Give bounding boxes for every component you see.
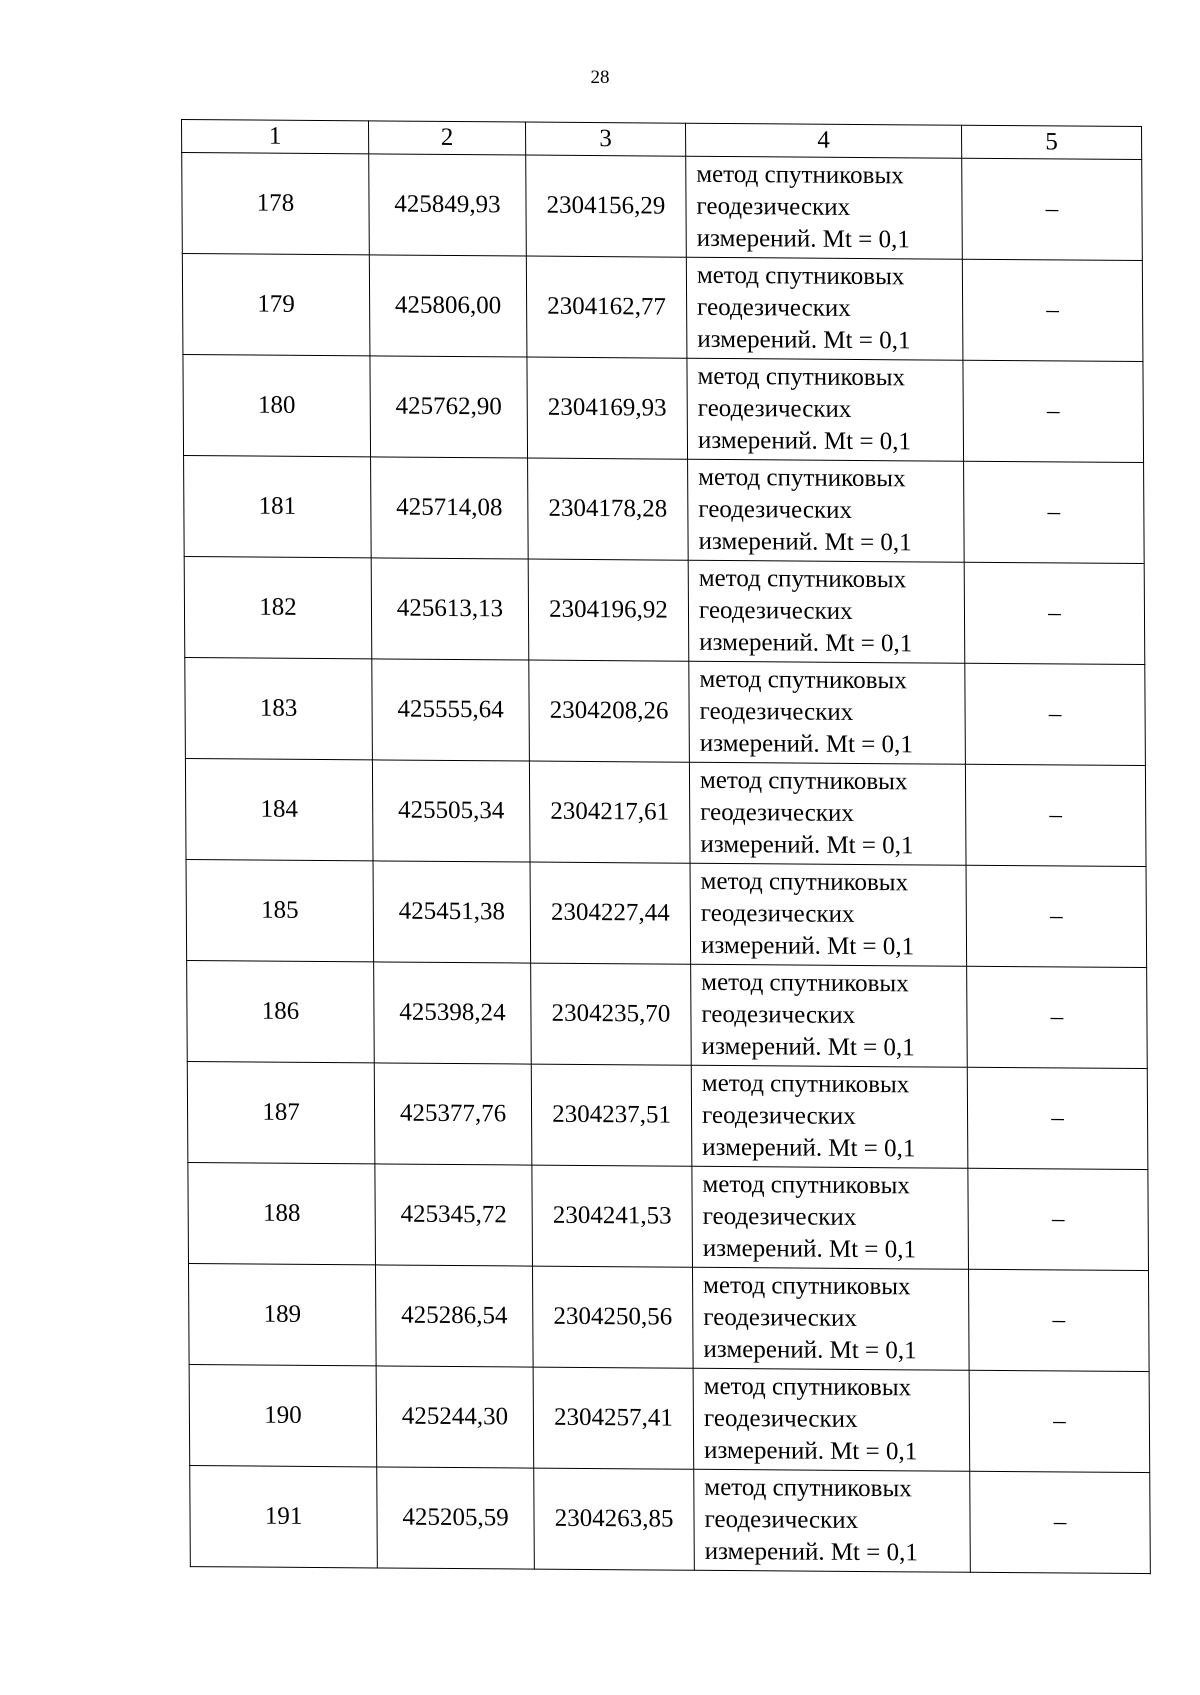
y-coordinate-cell: 2304208,26	[529, 660, 690, 762]
method-line: метод спутниковых	[696, 160, 904, 190]
method-line: измерений. Mt = 0,1	[699, 628, 913, 658]
x-coordinate-cell: 425714,08	[371, 457, 529, 559]
note-cell: –	[962, 158, 1143, 260]
method-cell	[687, 358, 964, 461]
y-coordinate-cell: 2304178,28	[528, 458, 689, 560]
method-line: метод спутниковых	[702, 1170, 910, 1200]
method-line: измерений. Mt = 0,1	[702, 1133, 916, 1163]
y-coordinate-cell: 2304263,85	[534, 1468, 695, 1570]
x-coordinate-cell: 425849,93	[369, 154, 527, 256]
y-coordinate-cell: 2304156,29	[526, 155, 687, 257]
x-coordinate-cell: 425555,64	[372, 659, 530, 761]
table-row	[183, 355, 1144, 463]
note-cell: –	[962, 259, 1143, 361]
method-line: геодезических	[697, 293, 851, 322]
note-cell: –	[969, 1370, 1150, 1472]
point-number-cell: 190	[189, 1365, 377, 1467]
y-coordinate-cell: 2304257,41	[533, 1367, 694, 1469]
column-header-3: 3	[526, 122, 686, 156]
table-row	[187, 1062, 1148, 1170]
method-line: метод спутниковых	[699, 766, 908, 796]
method-line: измерений. Mt = 0,1	[699, 729, 913, 759]
point-number-cell: 183	[185, 658, 373, 760]
method-line: измерений. Mt = 0,1	[697, 325, 911, 355]
method-line: метод спутниковых	[699, 665, 907, 695]
method-line: измерений. Mt = 0,1	[698, 527, 912, 557]
method-line: измерений. Mt = 0,1	[702, 1234, 917, 1264]
y-coordinate-cell: 2304241,53	[532, 1165, 693, 1267]
x-coordinate-cell: 425451,38	[373, 861, 531, 963]
method-line: метод спутниковых	[701, 968, 909, 998]
method-cell	[690, 863, 967, 966]
method-line: геодезических	[696, 192, 851, 221]
table-body	[182, 153, 1151, 1574]
method-line: геодезических	[699, 697, 854, 726]
method-cell	[686, 156, 963, 259]
note-cell: –	[966, 865, 1147, 967]
y-coordinate-cell: 2304227,44	[530, 862, 691, 964]
table-row	[184, 557, 1145, 665]
point-number-cell: 178	[182, 153, 370, 255]
method-line: измерений. Mt = 0,1	[700, 830, 914, 860]
method-line: измерений. Mt = 0,1	[697, 426, 912, 456]
method-line: измерений. Mt = 0,1	[704, 1436, 918, 1466]
column-header-2: 2	[369, 121, 526, 155]
page-number: 28	[590, 67, 610, 88]
method-line: геодезических	[700, 899, 855, 928]
method-line: геодезических	[700, 798, 854, 827]
method-cell	[688, 459, 965, 562]
point-number-cell: 182	[184, 557, 372, 659]
column-header-5: 5	[962, 125, 1142, 159]
point-number-cell: 191	[190, 1466, 378, 1568]
method-line: геодезических	[701, 1000, 856, 1029]
method-line: геодезических	[697, 394, 852, 423]
y-coordinate-cell: 2304250,56	[532, 1266, 693, 1368]
column-header-1: 1	[182, 120, 369, 154]
table-row	[186, 860, 1147, 968]
table-row	[182, 153, 1143, 261]
x-coordinate-cell: 425286,54	[375, 1265, 533, 1367]
method-cell	[692, 1166, 969, 1269]
note-cell: –	[970, 1471, 1151, 1573]
method-line: геодезических	[698, 495, 853, 524]
x-coordinate-cell: 425244,30	[376, 1366, 534, 1468]
note-cell: –	[964, 562, 1145, 664]
method-line: геодезических	[701, 1101, 856, 1130]
x-coordinate-cell: 425806,00	[369, 255, 527, 357]
method-line: измерений. Mt = 0,1	[704, 1537, 918, 1567]
y-coordinate-cell: 2304196,92	[528, 559, 689, 661]
table-row	[190, 1466, 1151, 1574]
point-number-cell: 185	[186, 860, 374, 962]
method-line: метод спутниковых	[696, 261, 905, 291]
point-number-cell: 186	[187, 961, 375, 1063]
note-cell: –	[968, 1269, 1149, 1371]
x-coordinate-cell: 425613,13	[371, 558, 529, 660]
note-cell: –	[965, 663, 1146, 765]
note-cell: –	[965, 764, 1146, 866]
point-number-cell: 180	[183, 355, 371, 457]
method-line: измерений. Mt = 0,1	[701, 1032, 915, 1062]
coordinates-table-wrapper	[181, 119, 1150, 1574]
method-cell	[692, 1267, 969, 1370]
note-cell: –	[968, 1168, 1149, 1270]
method-cell	[693, 1368, 970, 1471]
method-line: метод спутниковых	[703, 1372, 912, 1402]
method-cell	[691, 1065, 968, 1168]
method-cell	[688, 560, 965, 663]
point-number-cell: 184	[185, 759, 373, 861]
point-number-cell: 187	[187, 1062, 375, 1164]
method-line: метод спутниковых	[703, 1271, 911, 1301]
coordinates-table	[181, 119, 1151, 1574]
method-line: метод спутниковых	[704, 1473, 912, 1503]
y-coordinate-cell: 2304237,51	[531, 1064, 692, 1166]
method-line: геодезических	[703, 1404, 858, 1433]
column-header-4: 4	[686, 123, 962, 158]
x-coordinate-cell: 425377,76	[374, 1063, 532, 1165]
method-line: метод спутниковых	[697, 362, 906, 392]
x-coordinate-cell: 425505,34	[372, 760, 530, 862]
method-line: геодезических	[702, 1202, 857, 1231]
method-line: измерений. Mt = 0,1	[700, 931, 915, 961]
method-line: геодезических	[704, 1505, 859, 1534]
method-line: геодезических	[703, 1303, 857, 1332]
method-cell	[689, 762, 966, 865]
note-cell: –	[964, 461, 1145, 563]
x-coordinate-cell: 425205,59	[377, 1467, 535, 1569]
table-row	[184, 456, 1145, 564]
point-number-cell: 179	[182, 254, 370, 356]
table-row	[185, 658, 1146, 766]
table-row	[182, 254, 1143, 362]
note-cell: –	[967, 1067, 1148, 1169]
method-cell	[689, 661, 966, 764]
method-line: метод спутниковых	[698, 463, 906, 493]
method-line: измерений. Mt = 0,1	[703, 1335, 917, 1365]
table-row	[188, 1163, 1149, 1271]
x-coordinate-cell: 425398,24	[374, 962, 532, 1064]
note-cell: –	[967, 966, 1148, 1068]
table-row	[189, 1365, 1150, 1473]
method-line: метод спутниковых	[698, 564, 907, 594]
point-number-cell: 181	[184, 456, 372, 558]
method-line: геодезических	[698, 596, 853, 625]
table-row	[185, 759, 1146, 867]
note-cell: –	[963, 360, 1144, 462]
y-coordinate-cell: 2304162,77	[526, 256, 687, 358]
method-line: метод спутниковых	[701, 1069, 910, 1099]
y-coordinate-cell: 2304217,61	[529, 761, 690, 863]
y-coordinate-cell: 2304235,70	[531, 963, 692, 1065]
table-row	[187, 961, 1148, 1069]
point-number-cell: 188	[188, 1163, 376, 1265]
x-coordinate-cell: 425345,72	[375, 1164, 533, 1266]
point-number-cell: 189	[188, 1264, 376, 1366]
method-cell	[686, 257, 963, 360]
table-row	[188, 1264, 1149, 1372]
y-coordinate-cell: 2304169,93	[527, 357, 688, 459]
method-cell	[694, 1469, 971, 1572]
x-coordinate-cell: 425762,90	[370, 356, 528, 458]
method-cell	[691, 964, 968, 1067]
method-line: измерений. Mt = 0,1	[696, 224, 910, 254]
method-line: метод спутниковых	[700, 867, 909, 897]
